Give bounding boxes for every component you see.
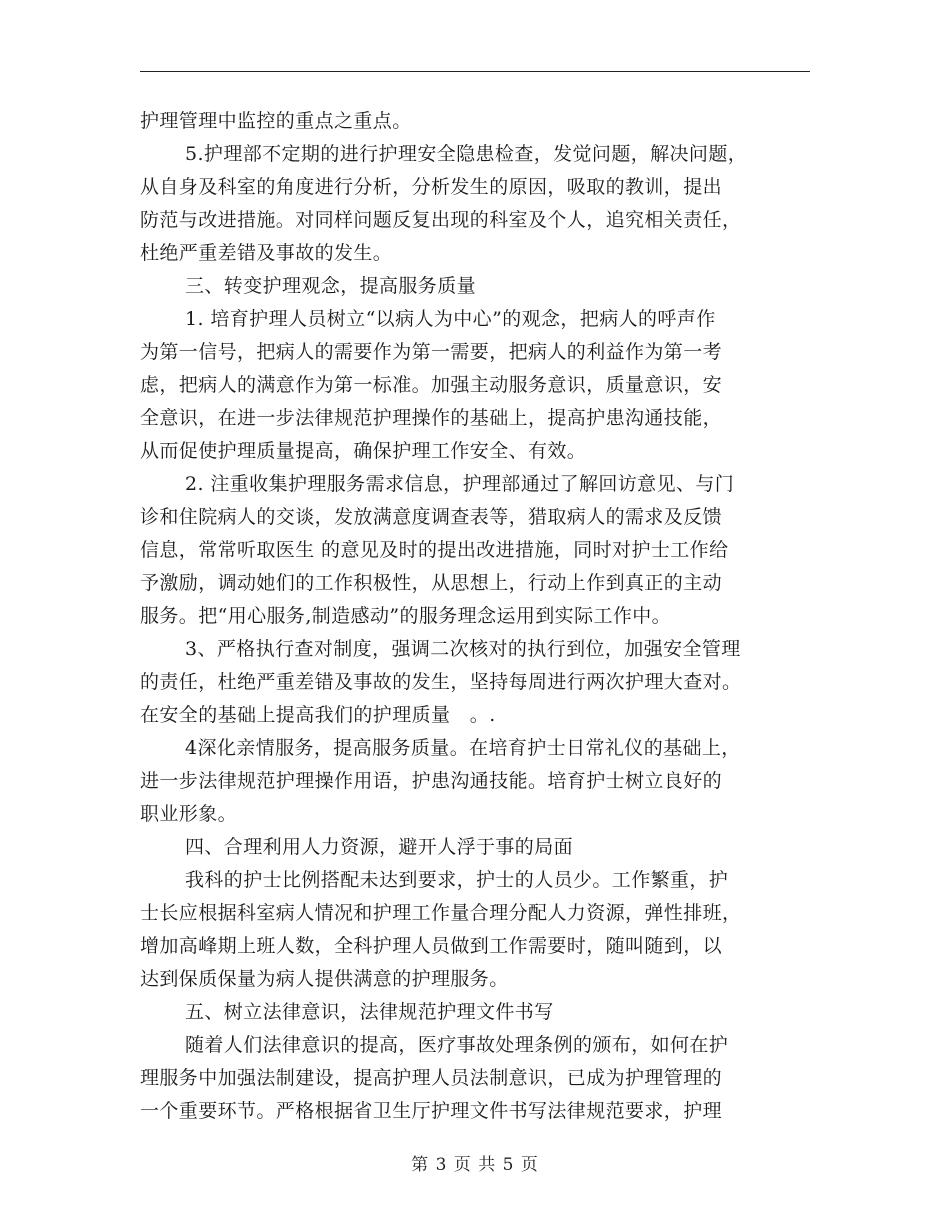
document-body [140,105,810,1128]
text-line: 护理管理中监控的重点之重点。 [140,110,412,132]
text-line: 服务。把“用心服务,制造感动”的服务理念运用到实际工作中。 [140,605,672,627]
text-line: 士长应根据科室病人情况和护理工作量合理分配人力资源，弹性排班， [140,902,742,924]
text-line: 予激励，调动她们的工作积极性，从思想上，行动上作到真正的主动 [140,572,723,594]
text-line: 达到保质保量为病人提供满意的护理服务。 [140,968,509,990]
text-line: 增加高峰期上班人数，全科护理人员做到工作需要时，随叫随到，以 [140,935,723,957]
text-line: 从自身及科室的角度进行分析，分析发生的原因，吸取的教训，提出 [140,176,723,198]
text-line: 一个重要环节。严格根据省卫生厅护理文件书写法律规范要求，护理 [140,1100,723,1122]
text-line: 三、转变护理观念，提高服务质量 [185,275,477,297]
text-line: 随着人们法律意识的提高，医疗事故处理条例的颁布，如何在护 [185,1034,729,1056]
text-line: 5.护理部不定期的进行护理安全隐患检查，发觉问题，解决问题， [185,143,748,165]
text-line: 的责任，杜绝严重差错及事故的发生，坚持每周进行两次护理大查对。 [140,671,742,693]
text-line: 虑，把病人的满意作为第一标准。加强主动服务意识，质量意识，安 [140,374,723,396]
text-line: 信息，常常听取医生 的意见及时的提出改进措施，同时对护士工作给 [140,539,729,561]
text-line: 诊和住院病人的交谈，发放满意度调查表等，猎取病人的需求及反馈 [140,506,723,528]
text-line: 四、合理利用人力资源，避开人浮于事的局面 [185,836,574,858]
text-line: 3、严格执行查对制度，强调二次核对的执行到位，加强安全管理 [185,638,741,660]
header-rule [140,71,810,72]
text-line: 在安全的基础上提高我们的护理质量 。. [140,704,496,726]
text-line: 1. 培育护理人员树立“以病人为中心”的观念，把病人的呼声作 [185,308,716,330]
page-number-footer: 第 3 页 共 5 页 [411,1155,539,1175]
text-line: 理服务中加强法制建设，提高护理人员法制意识，已成为护理管理的 [140,1067,723,1089]
text-line: 4深化亲情服务，提高服务质量。在培育护士日常礼仪的基础上， [185,737,741,759]
text-line: 杜绝严重差错及事故的发生。 [140,242,393,264]
text-line: 我科的护士比例搭配未达到要求，护士的人员少。工作繁重，护 [185,869,729,891]
text-line: 全意识，在进一步法律规范护理操作的基础上，提高护患沟通技能， [140,407,723,429]
text-line: 2. 注重收集护理服务需求信息，护理部通过了解回访意见、与门 [185,473,735,495]
text-line: 防范与改进措施。对同样问题反复出现的科室及个人，追究相关责任， [140,209,742,231]
text-line: 职业形象。 [140,803,238,825]
text-line: 五、树立法律意识，法律规范护理文件书写 [185,1001,554,1023]
text-line: 进一步法律规范护理操作用语，护患沟通技能。培育护士树立良好的 [140,770,723,792]
text-line: 为第一信号，把病人的需要作为第一需要，把病人的利益作为第一考 [140,341,723,363]
text-line: 从而促使护理质量提高，确保护理工作安全、有效。 [140,440,587,462]
